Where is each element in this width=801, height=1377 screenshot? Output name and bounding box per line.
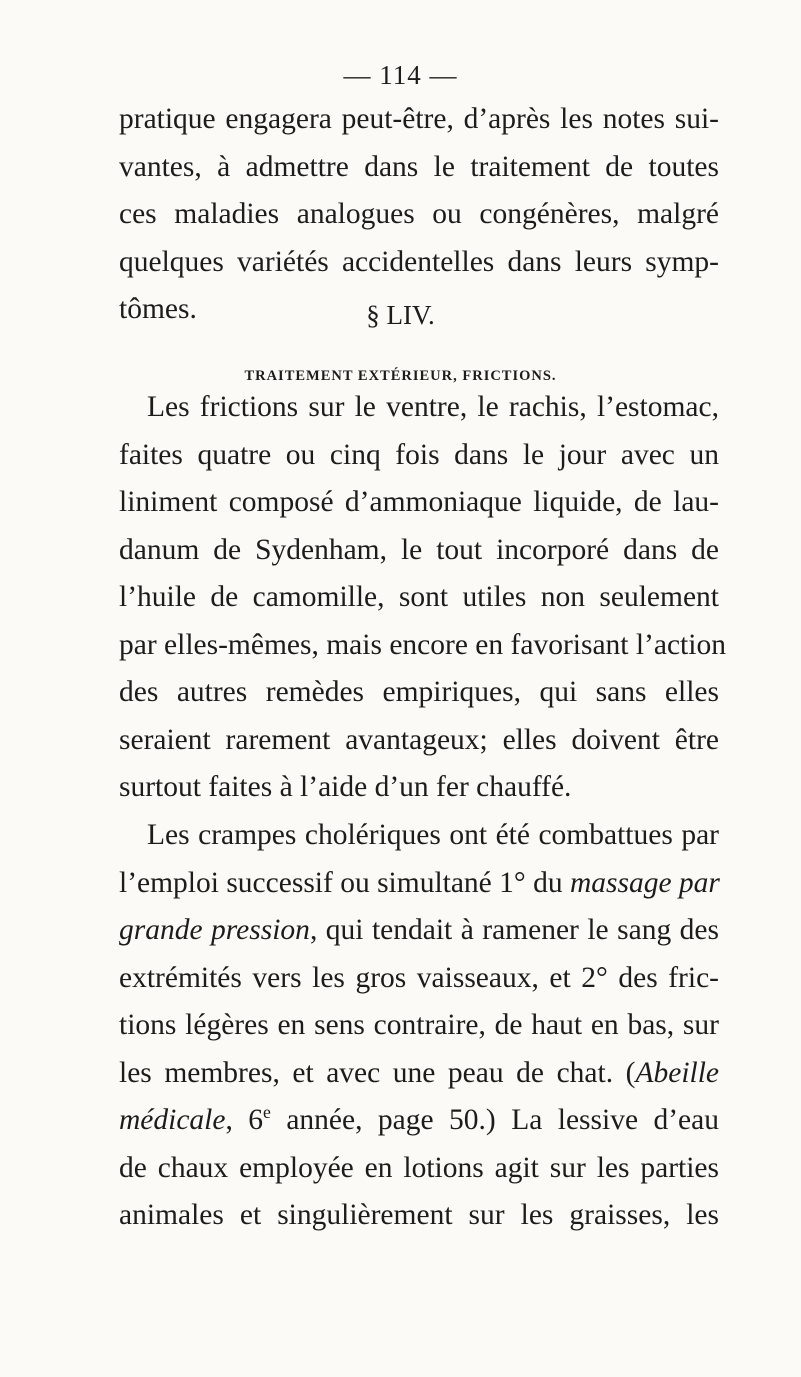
text-line: Les frictions sur le ventre, le rachis, l’estomac, <box>147 391 719 423</box>
text-line: tions légères en sens contraire, de haut en bas, sur <box>119 1009 719 1041</box>
text-line: tômes. <box>119 293 197 325</box>
paragraph-crampes <box>119 812 719 1240</box>
text-run: , 6 <box>225 1104 264 1136</box>
text-line: pratique engagera peut-être, d’après les notes sui- <box>119 103 719 135</box>
text-line: extrémités vers les gros vaisseaux, et 2° des fric- <box>119 961 719 994</box>
text-line: ces maladies analogues ou congénères, malgré <box>119 198 719 230</box>
text-line: vantes, à admettre dans le traitement de toutes <box>119 150 719 183</box>
text-line: par elles-mêmes, mais encore en favorisant l’action <box>119 628 726 661</box>
paragraph-frictions <box>119 384 726 812</box>
page-number: — 114 — <box>343 60 458 90</box>
text-run: , qui tendait à ramener le sang des <box>309 914 719 946</box>
text-line: faites quatre ou cinq fois dans le jour avec un <box>119 438 719 471</box>
text-line: seraient rarement avantageux; elles doivent être <box>119 723 719 756</box>
text-line: de chaux employée en lotions agit sur les parties <box>119 1151 719 1184</box>
text-line <box>119 860 719 908</box>
text-run: les membres, et avec une peau de chat. ( <box>119 1056 636 1089</box>
text-line: Les crampes cholériques ont été combattues par <box>147 819 719 851</box>
text-line <box>119 1050 719 1098</box>
text-line <box>119 907 719 955</box>
paragraph-continuation <box>119 96 719 334</box>
text-line: surtout faites à l’aide d’un fer chauffé. <box>119 771 572 803</box>
text-line: quelques variétés accidentelles dans leurs symp- <box>119 245 719 278</box>
text-line: liniment composé d’ammoniaque liquide, de lau- <box>119 486 719 518</box>
text-run: l’emploi successif ou simultané 1° du <box>119 866 570 899</box>
superscript: e <box>263 1102 271 1123</box>
text-line: danum de Sydenham, le tout incorporé dans de <box>119 533 719 566</box>
text-run: année, page 50.) La lessive d’eau <box>270 1104 719 1136</box>
text-line: l’huile de camomille, sont utiles non seulement <box>119 581 719 613</box>
section-heading: § LIV. <box>366 300 435 330</box>
italic-run: médicale <box>119 1104 226 1136</box>
italic-run: massage par <box>569 866 720 899</box>
text-line: des autres remèdes empiriques, qui sans elles <box>119 676 719 708</box>
text-line <box>119 1097 719 1145</box>
italic-run: grande pression <box>119 914 310 946</box>
italic-run: Abeille <box>635 1056 719 1089</box>
section-subtitle: TRAITEMENT EXTÉRIEUR, FRICTIONS. <box>244 368 557 384</box>
text-line: animales et singulièrement sur les graisses, les <box>119 1199 719 1231</box>
